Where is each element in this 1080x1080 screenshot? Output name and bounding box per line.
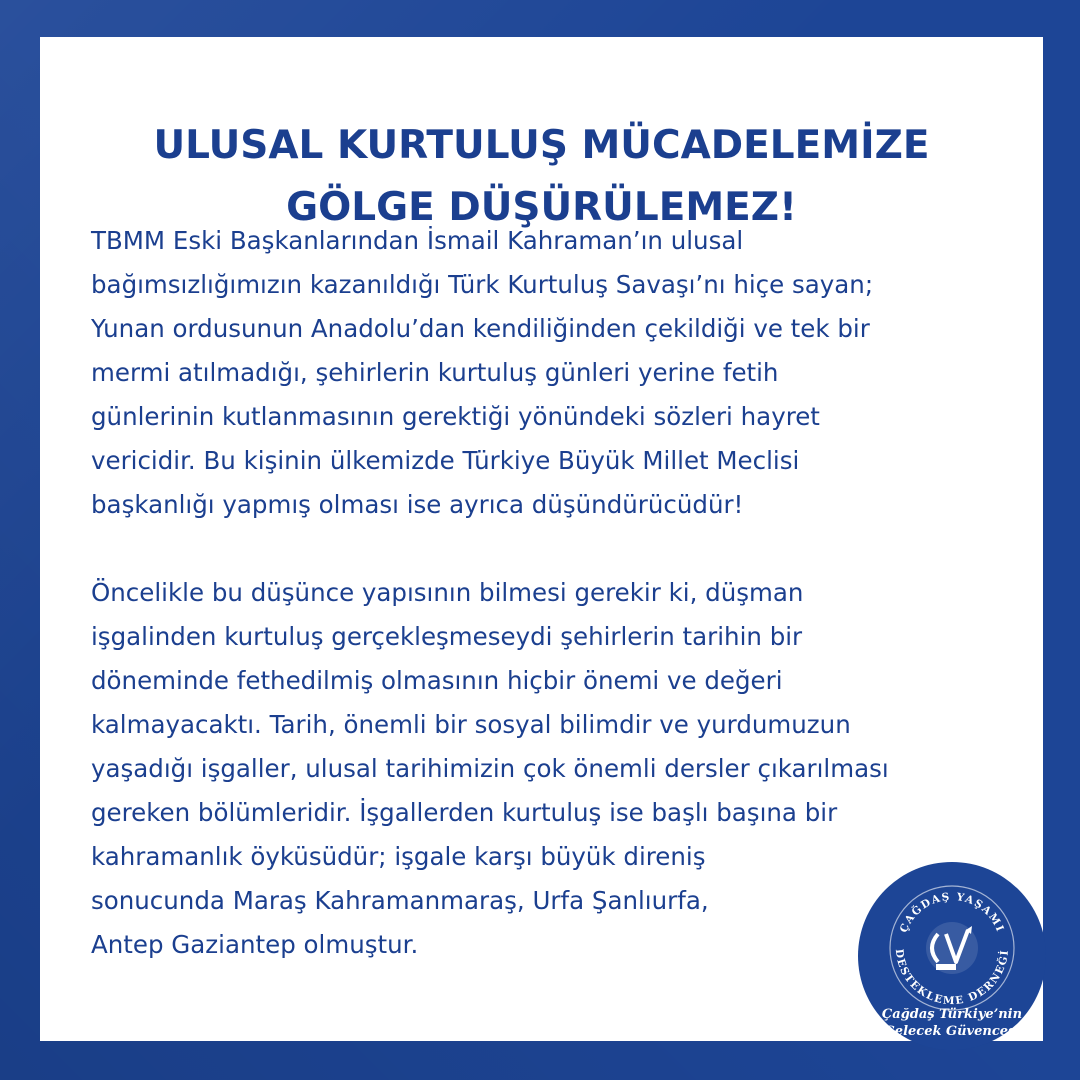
headline-line-1: ULUSAL KURTULUŞ MÜCADELEMİZE	[153, 123, 930, 168]
paragraph-line: TBMM Eski Başkanlarından İsmail Kahraman’ın ulusal	[91, 226, 744, 255]
paragraph-line: işgalinden kurtuluş gerçekleşmeseydi şehirlerin tarihin bir	[91, 622, 803, 651]
statement-body	[91, 219, 1011, 967]
paragraph-line: Antep Gaziantep olmuştur.	[91, 930, 419, 959]
seal-ring-text-bottom: DESTEKLEME DERNEĞİ	[892, 948, 1012, 1008]
seal-tagline	[858, 1006, 1046, 1040]
paragraph-line: mermi atılmadığı, şehirlerin kurtuluş günleri yerine fetih	[91, 358, 779, 387]
paragraph-line: başkanlığı yapmış olması ise ayrıca düşündürücüdür!	[91, 490, 744, 519]
paragraph-line: döneminde fethedilmiş olmasının hiçbir önemi ve değeri	[91, 666, 783, 695]
seal-ring-text-top: ÇAĞDAŞ YAŞAMI	[897, 890, 1007, 935]
tagline-line-2: Gelecek Güvencesi	[883, 1024, 1021, 1039]
paragraph-line: günlerinin kutlanmasının gerektiği yönündeki sözleri hayret	[91, 402, 820, 431]
paragraph-1	[91, 219, 1011, 527]
paragraph-line: Yunan ordusunun Anadolu’dan kendiliğinden çekildiği ve tek bir	[91, 314, 870, 343]
headline-line-2: GÖLGE DÜŞÜRÜLEMEZ!	[286, 185, 797, 230]
emblem-icon	[926, 922, 978, 974]
paragraph-line: vericidir. Bu kişinin ülkemizde Türkiye Büyük Millet Meclisi	[91, 446, 800, 475]
paragraph-spacer	[91, 527, 1011, 571]
paragraph-line: Öncelikle bu düşünce yapısının bilmesi gerekir ki, düşman	[91, 578, 804, 607]
paragraph-line: gereken bölümleridir. İşgallerden kurtuluş ise başlı başına bir	[91, 798, 838, 827]
paragraph-line: yaşadığı işgaller, ulusal tarihimizin çok önemli dersler çıkarılması	[91, 754, 889, 783]
paragraph-line: sonucunda Maraş Kahramanmaraş, Urfa Şanlıurfa,	[91, 886, 709, 915]
tagline-line-1: Çağdaş Türkiye’nin	[881, 1007, 1023, 1022]
paragraph-line: kalmayacaktı. Tarih, önemli bir sosyal bilimdir ve yurdumuzun	[91, 710, 851, 739]
paragraph-line: bağımsızlığımızın kazanıldığı Türk Kurtuluş Savaşı’nı hiçe sayan;	[91, 270, 874, 299]
paragraph-line: kahramanlık öyküsüdür; işgale karşı büyük direniş	[91, 842, 706, 871]
